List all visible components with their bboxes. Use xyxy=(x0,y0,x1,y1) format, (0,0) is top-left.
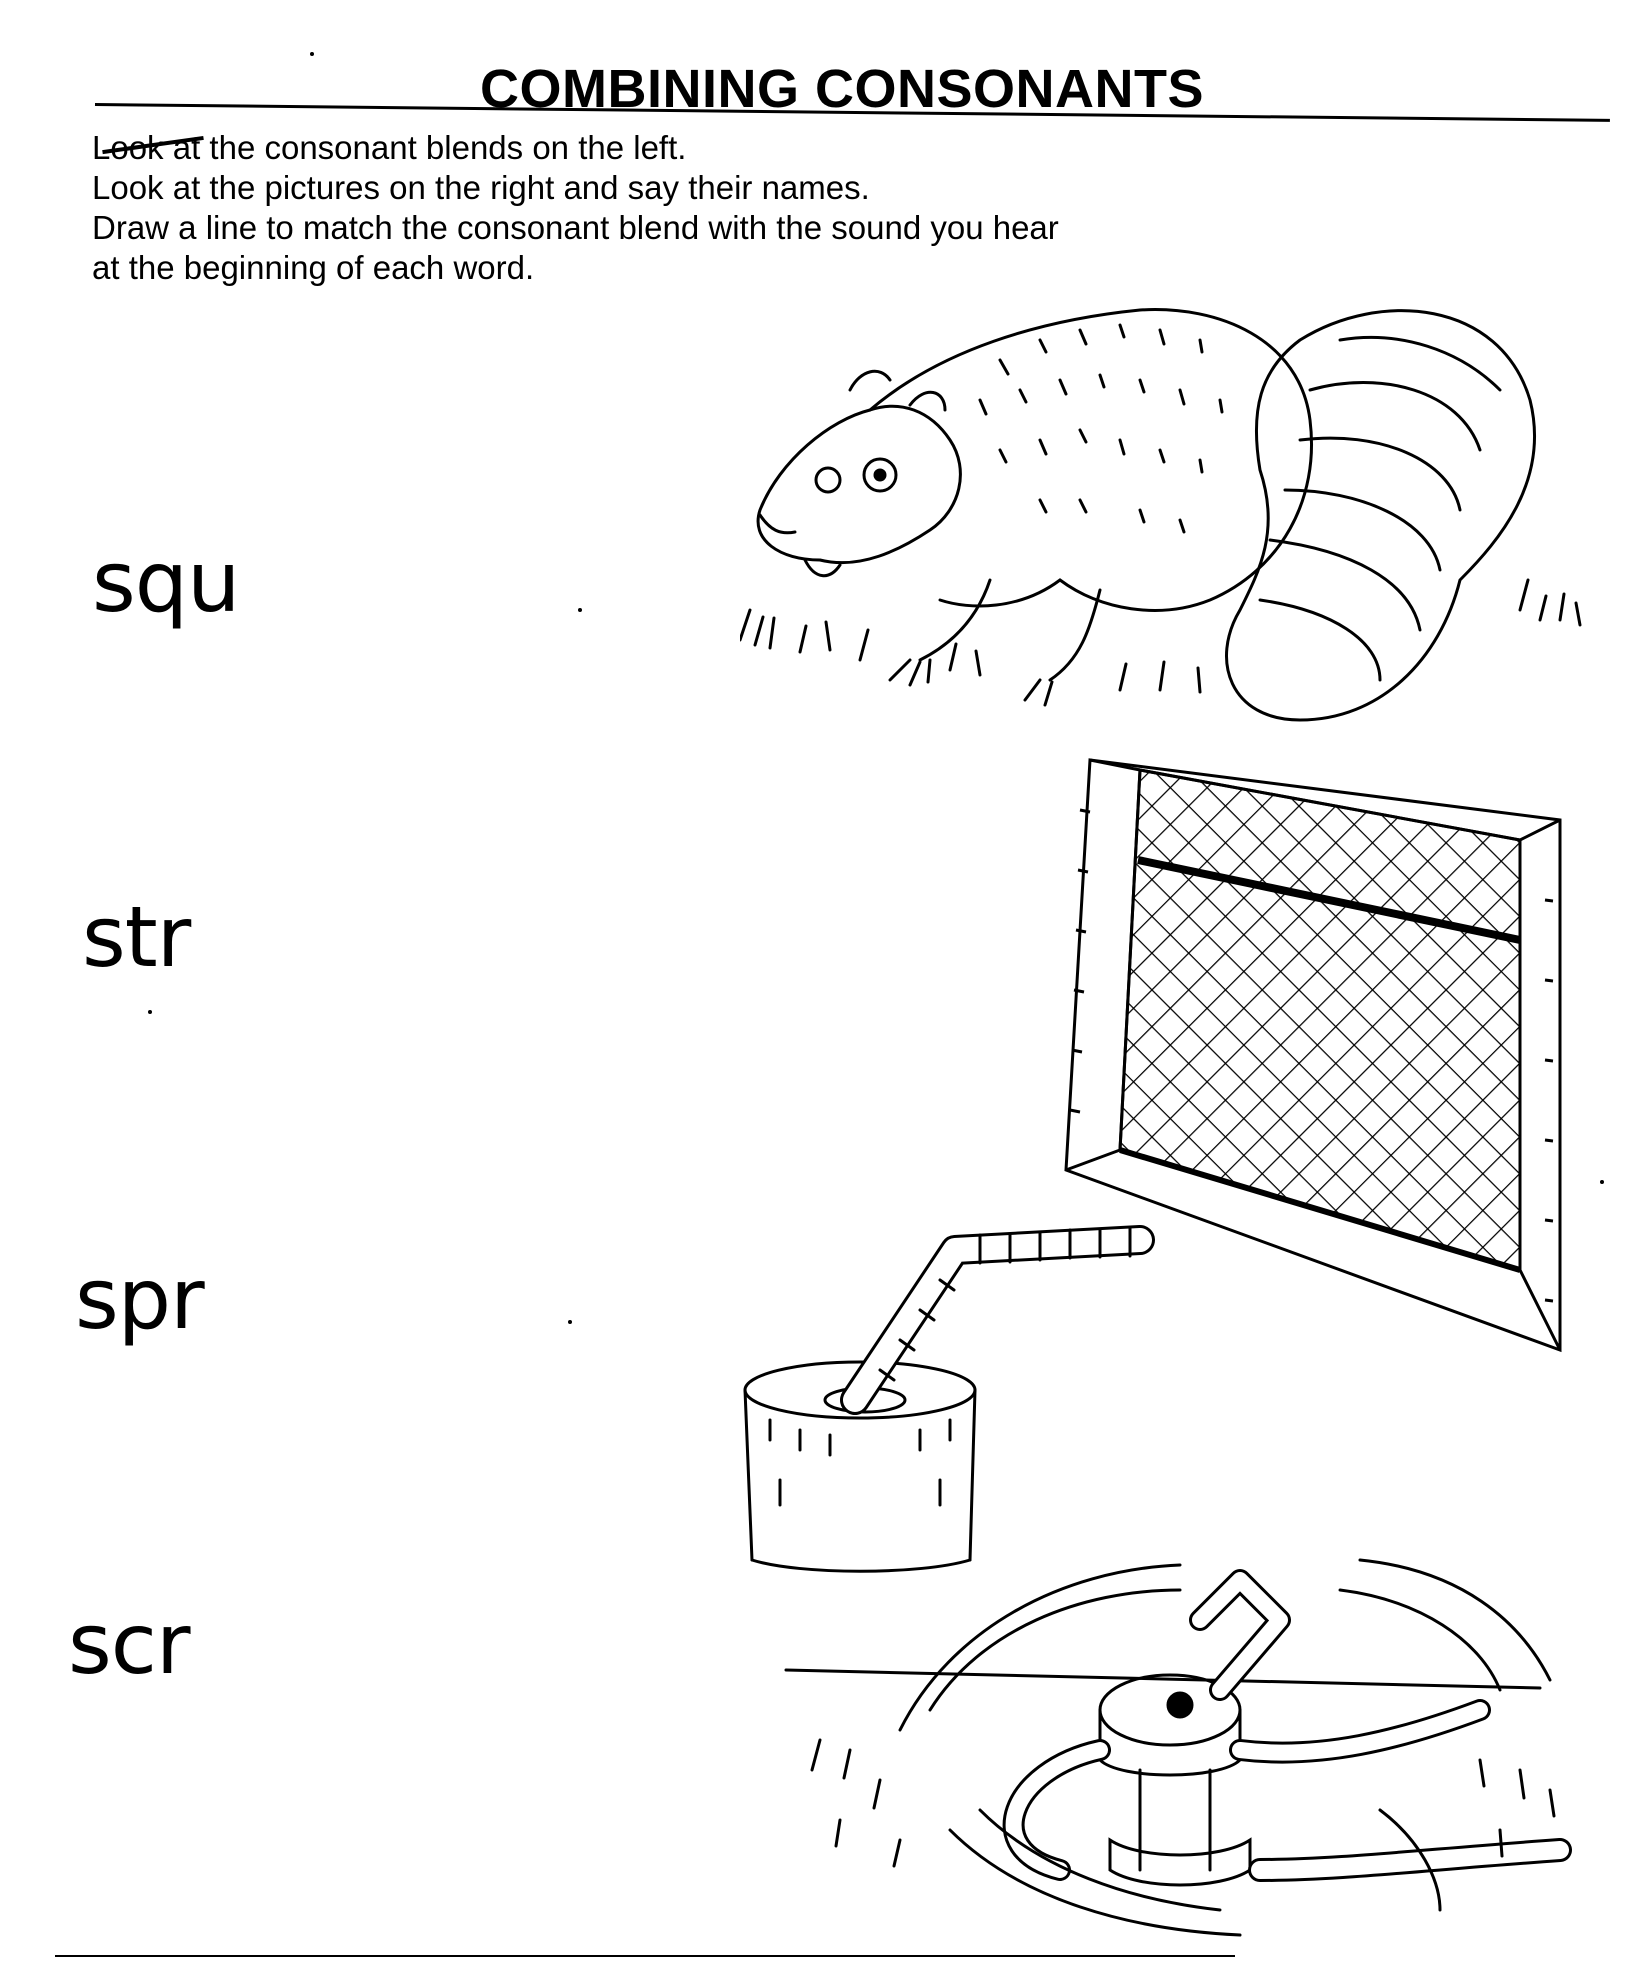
squirrel-icon[interactable] xyxy=(740,280,1600,750)
lawn-sprinkler-icon[interactable] xyxy=(780,1510,1620,1960)
instruction-line-4: at the beginning of each word. xyxy=(92,249,535,286)
page-title: COMBINING CONSONANTS xyxy=(480,59,1204,119)
blend-scr[interactable]: scr xyxy=(68,1595,190,1693)
instruction-line-2: Look at the pictures on the right and say their names. xyxy=(92,169,870,206)
instructions xyxy=(92,128,1192,288)
struck-words: Look at xyxy=(92,129,201,166)
scan-speck xyxy=(578,608,582,612)
scan-speck xyxy=(310,52,314,56)
scan-speck xyxy=(1600,1180,1604,1184)
bottom-rule xyxy=(55,1955,1235,1957)
blend-str[interactable]: str xyxy=(82,888,191,986)
scan-speck xyxy=(148,1010,152,1014)
instruction-line-3: Draw a line to match the consonant blend with the sound you hear xyxy=(92,209,1059,246)
instruction-line-1-rest: the consonant blends on the left. xyxy=(200,129,687,166)
instruction-line-1 xyxy=(92,128,1192,168)
scan-speck xyxy=(568,1320,572,1324)
blend-spr[interactable]: spr xyxy=(75,1250,204,1348)
blend-squ[interactable]: squ xyxy=(92,533,240,631)
